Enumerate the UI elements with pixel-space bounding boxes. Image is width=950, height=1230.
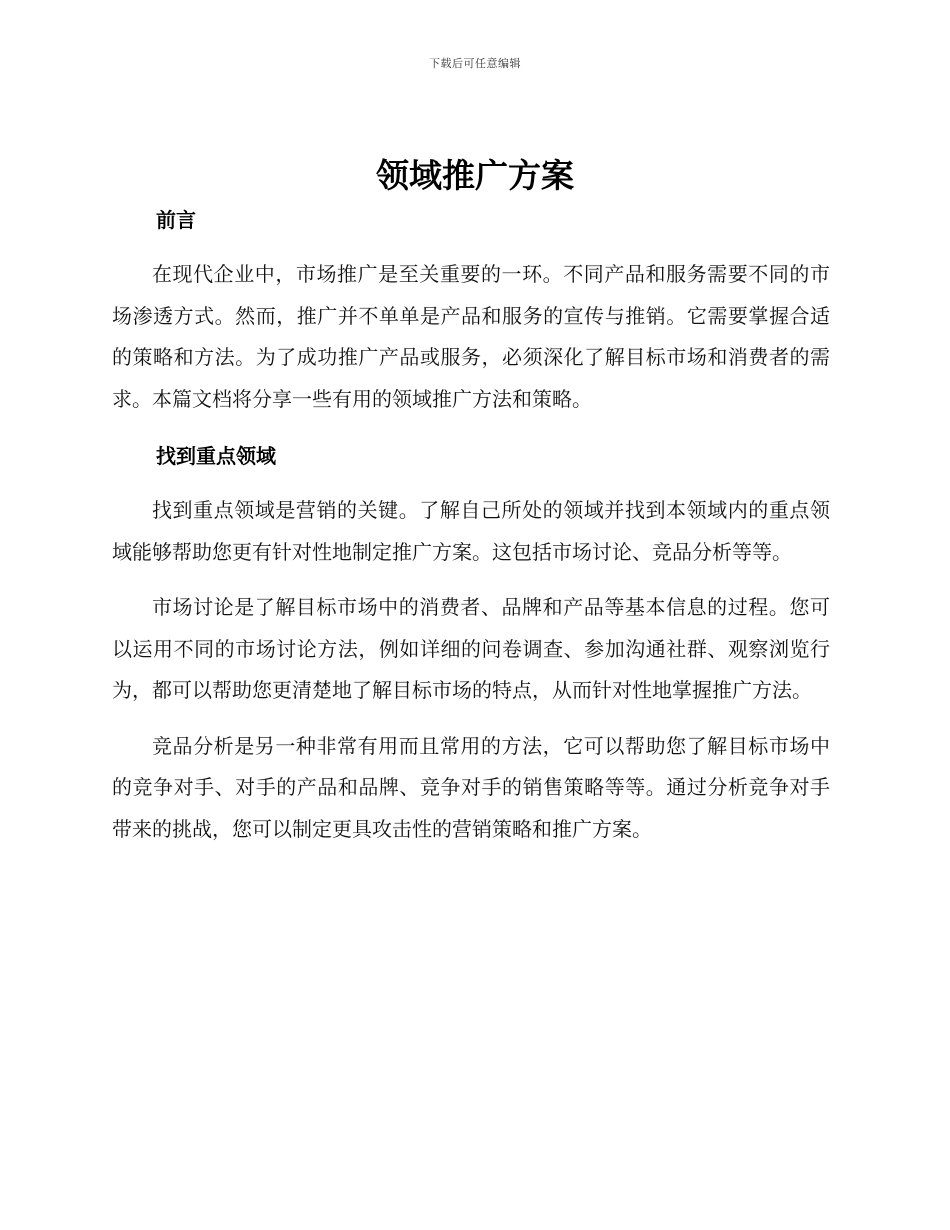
section-heading-key-domain: 找到重点领域 xyxy=(156,444,276,468)
section-heading-preface: 前言 xyxy=(156,208,196,232)
section-preface xyxy=(112,198,830,420)
section-key-domain xyxy=(112,434,830,850)
document-body xyxy=(112,198,830,850)
paragraph: 在现代企业中，市场推广是至关重要的一环。不同产品和服务需要不同的市场渗透方式。然而，推广并不单单是产品和服务的宣传与推销。它需要掌握合适的策略和方法。为了成功推广产品或服务，必须深化了解目标市场和消费者的需求。本篇文档将分享一些有用的领域推广方法和策略。 xyxy=(112,262,830,411)
paragraph: 竞品分析是另一种非常有用而且常用的方法，它可以帮助您了解目标市场中的竞争对手、对手的产品和品牌、竞争对手的销售策略等等。通过分析竞争对手带来的挑战，您可以制定更具攻击性的营销策略和推广方案。 xyxy=(112,733,830,841)
paragraph: 市场讨论是了解目标市场中的消费者、品牌和产品等基本信息的过程。您可以运用不同的市场讨论方法，例如详细的问卷调查、参加沟通社群、观察浏览行为，都可以帮助您更清楚地了解目标市场的特点，从而针对性地掌握推广方法。 xyxy=(112,595,830,702)
paragraph: 找到重点领域是营销的关键。了解自己所处的领域并找到本领域内的重点领域能够帮助您更有针对性地制定推广方案。这包括市场讨论、竞品分析等等。 xyxy=(112,498,830,564)
page-header-note: 下载后可任意编辑 xyxy=(429,57,521,70)
document-title: 领域推广方案 xyxy=(376,156,574,195)
